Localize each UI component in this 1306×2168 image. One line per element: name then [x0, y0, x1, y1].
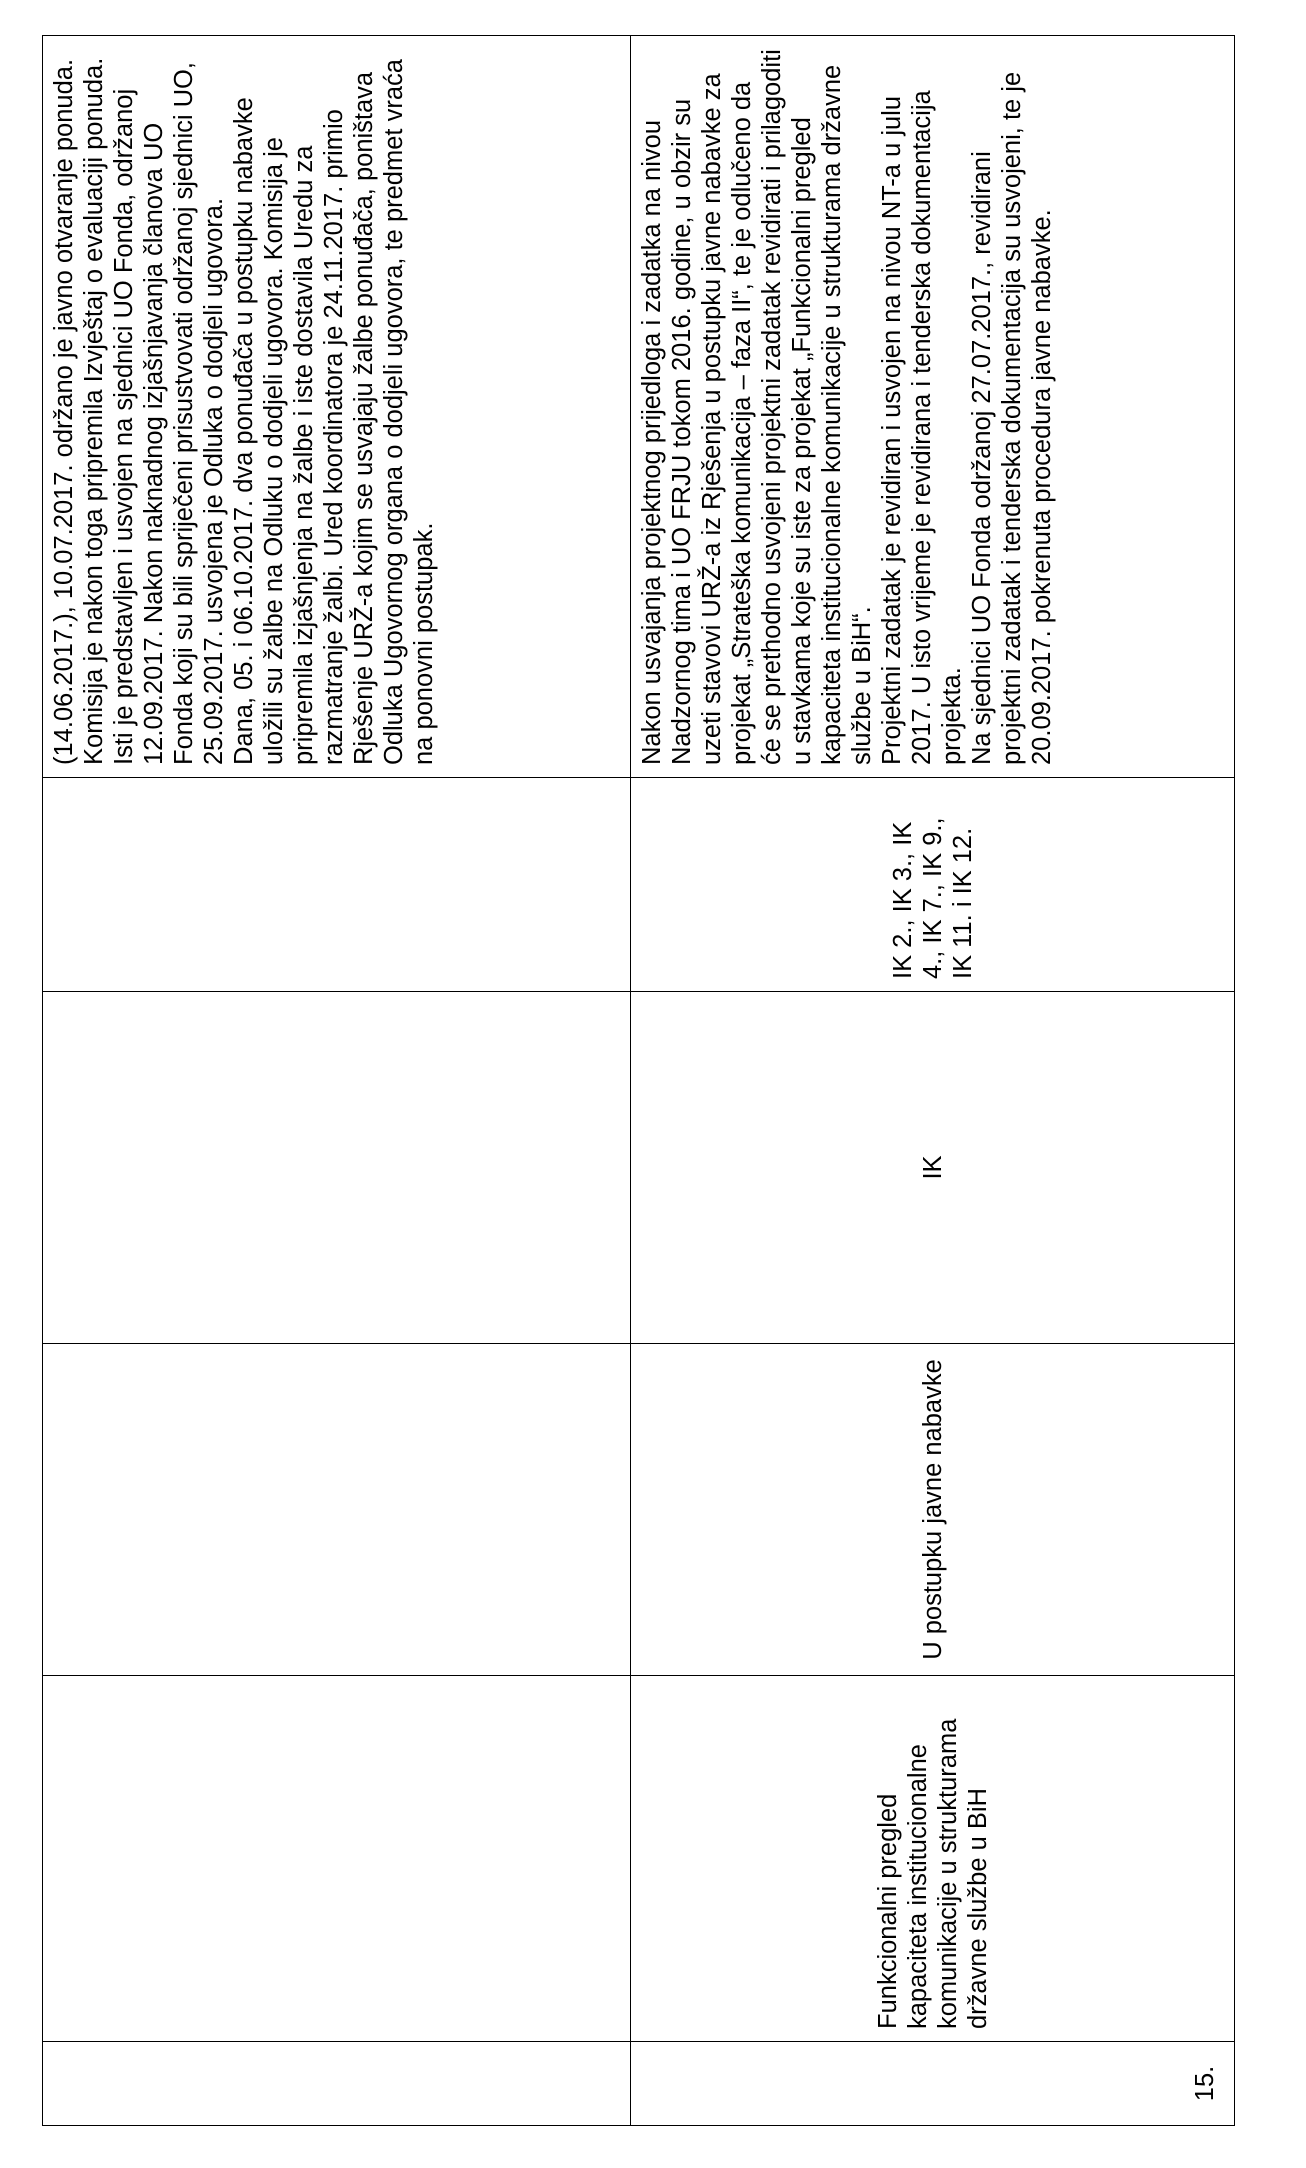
- table-row-previous: [43, 36, 631, 2126]
- cell-project-name-empty: [43, 1676, 631, 2042]
- project-status-table: [42, 35, 1235, 2126]
- cell-status-empty: [43, 1344, 631, 1676]
- description-paragraph: Nakon usvajanja projektnog prijedloga i zadatka na nivou Nadzornog tima i UO FRJU tokom 2016. godine, u obzir su uzeti stavovi URŽ-a iz Rješenja u postupku javne nabavke za projekat „Strateška komunikacija – faza II“, te je odlučeno da će se prethodno usvojeni projektni zadatak revidirati i prilagoditi u stavkama koje su iste za projekat „Funkcionalni pregled kapaciteta institucionalne komunikacije u strukturama državne službe u BiH“.: [638, 49, 876, 765]
- table-row-15: [631, 36, 1235, 2126]
- cell-indicators-empty: [43, 778, 631, 992]
- cell-area-empty: [43, 992, 631, 1344]
- cell-description-previous: [43, 36, 631, 778]
- cell-number: 15.: [631, 2042, 1235, 2126]
- description-paragraph: Dana, 05. i 06.10.2017. dva ponuđača u postupku nabavke uložili su žalbe na Odluku o dodjeli ugovora. Komisija je pripremila izjašnjenja na žalbe i iste dostavila Uredu za razmatranje žalbi. Ured koordinatora je 24.11.2017. primio Rješenje URŽ-a kojim se usvajaju žalbe ponuđača, poništava Odluka Ugovornog organa o dodjeli ugovora, te predmet vraća na ponovni postupak.: [230, 59, 438, 765]
- description-paragraph: Na sjednici UO Fonda održanoj 27.07.2017., revidirani projektni zadatak i tenderska dokumentacija su usvojeni, te je 20.09.2017. pokrenuta procedura javne nabavke.: [968, 71, 1056, 765]
- cell-indicators: IK 2., IK 3., IK 4., IK 7., IK 9., IK 11. i IK 12.: [631, 778, 1235, 992]
- cell-status: U postupku javne nabavke: [631, 1344, 1235, 1676]
- cell-project-name: Funkcionalni pregled kapaciteta institucionalne komunikacije u strukturama državne službe u BiH: [631, 1676, 1235, 2042]
- rotated-page: [42, 36, 1234, 2126]
- cell-description: [631, 36, 1235, 778]
- description-paragraph: (14.06.2017.), 10.07.2017. održano je javno otvaranje ponuda. Komisija je nakon toga pripremila Izvještaj o evaluaciji ponuda. Isti je predstavljen i usvojen na sjednici UO Fonda, održanoj 12.09.2017. Nakon naknadnog izjašnjavanja članova UO Fonda koji su bili spriječeni prisustvovati održanoj sjednici UO, 25.09.2017. usvojena je Odluka o dodjeli ugovora.: [50, 57, 228, 765]
- cell-area: IK: [631, 992, 1235, 1344]
- description-paragraph: Projektni zadatak je revidiran i usvojen na nivou NT-a u julu 2017. U isto vrijeme je revidirana i tenderska dokumentacija projekta.: [878, 90, 966, 765]
- cell-number-empty: [43, 2042, 631, 2126]
